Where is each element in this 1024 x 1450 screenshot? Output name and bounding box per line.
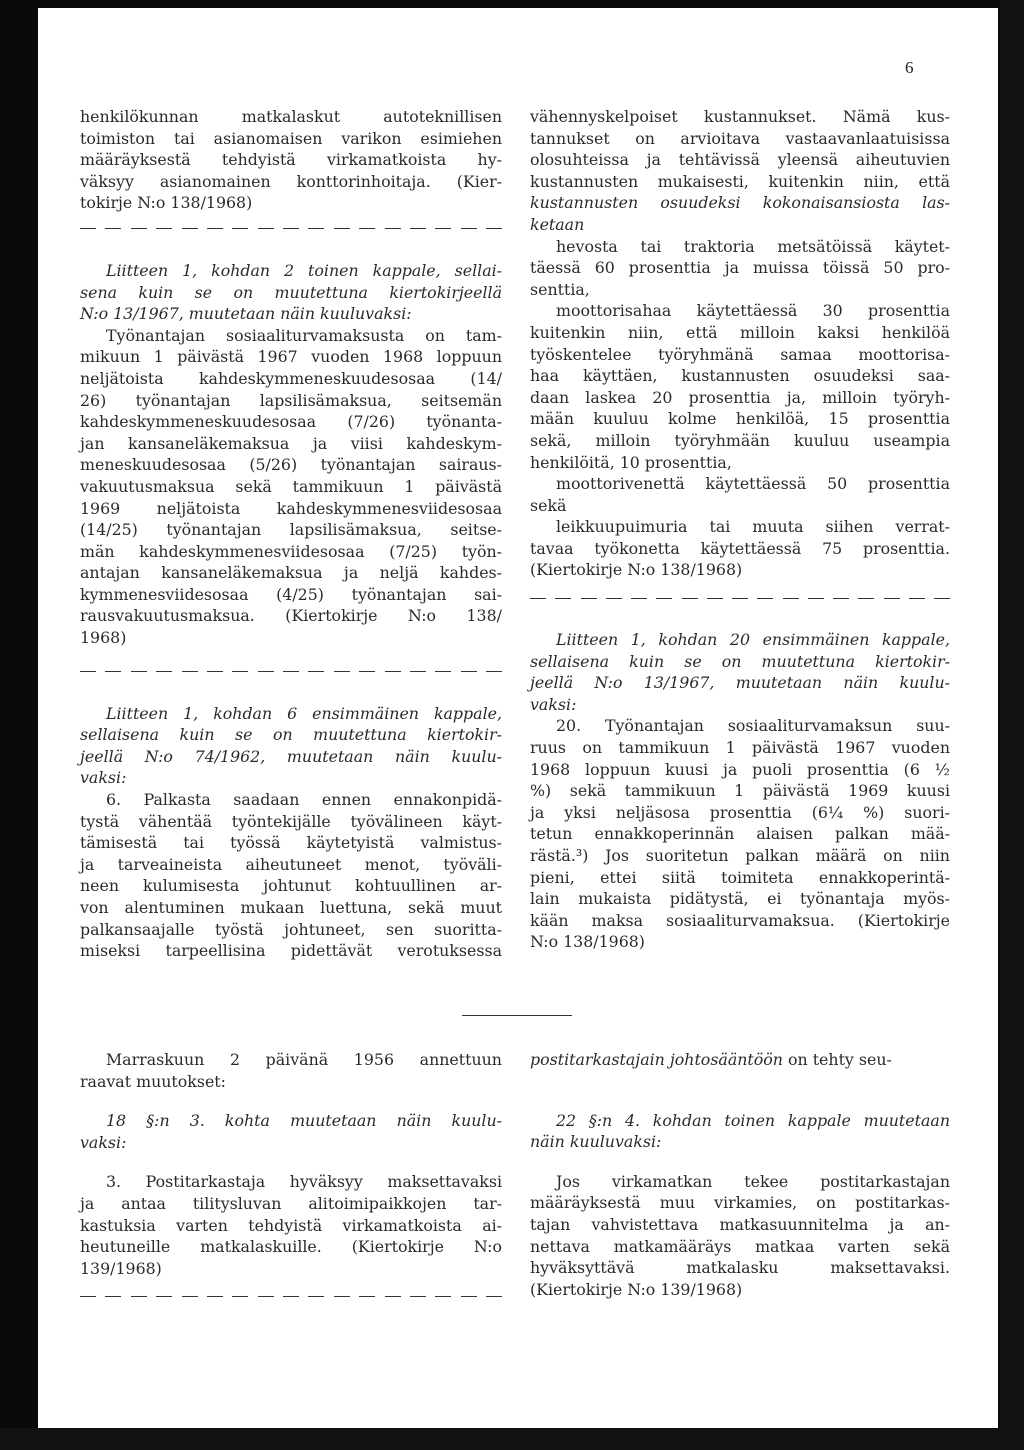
lower-left-column [80, 1049, 502, 1327]
section-divider [80, 661, 502, 683]
lower-right-intro: postitarkastajain johtosääntöön on tehty seu- [530, 1050, 892, 1069]
left-paragraph-3: 6. Palkasta saadaan ennen ennakonpidä- tystä vähentää työntekijälle työvälineen käyt- tämisestä tai työssä käytetyistä valmistus- ja tarveaineista aiheutuneet menot, työväli- neen kulumisesta johtunut kohtuullinen ar- von alentuminen mukaan luettuna, sekä muut palkansaajalle työstä johtuneet, sen suoritta- miseksi tarpeellisina pidettävät verotuksessa [80, 790, 502, 961]
right-paragraph-4: moottorivenettä käytettäessä 50 prosenttia sekä [530, 474, 950, 515]
right-paragraph-2: hevosta tai traktoria metsätöissä käytet- täessä 60 prosenttia ja muissa töissä 50 pro- senttia, [530, 236, 950, 299]
section-divider [530, 587, 950, 609]
lower-left-heading: 18 §:n 3. kohta muutetaan näin kuulu- vaksi: [80, 1111, 502, 1152]
left-paragraph-1: henkilökunnan matkalaskut autoteknillisen toimiston tai asianomaisen varikon esimiehen määräyksestä tehdyistä virkamatkoista hy- väksyy asianomainen konttorinhoitaja. (Kier- tokirje N:o 138/1968) [80, 107, 502, 213]
left-heading-2: Liitteen 1, kohdan 6 ensimmäinen kappale, sellaisena kuin se on muutettuna kiertokir- jeellä N:o 74/1962, muutetaan näin kuulu- vaksi: [80, 703, 502, 788]
lower-right-column [530, 1049, 950, 1300]
right-heading-1: Liitteen 1, kohdan 20 ensimmäinen kappale, sellaisena kuin se on muutettuna kiertokir- jeellä N:o 13/1967, muutetaan näin kuulu- vaksi: [530, 630, 950, 714]
section-rule [462, 1015, 572, 1016]
right-paragraph-6: 20. Työnantajan sosiaaliturvamaksun suu- ruus on tammikuun 1 päivästä 1967 vuoden 1968 loppuun kuusi ja puoli prosenttia (6 ½ %) sekä tammikuun 1 päivästä 1969 kuusi ja yksi neljäsosa prosenttia (6¼ %) suori- tetun ennakkoperinnän alaisen palkan mää- rästä.³) Jos suoritetun palkan määrä on niin pieni, ettei siitä toimiteta ennakkoperintä- lain mukaista pidätystä, ei työnantaja myös- kään maksa sosiaaliturvamaksua. (Kiertokirje N:o 138/1968) [530, 716, 950, 952]
scan-border-bottom [0, 1428, 1024, 1450]
left-heading-1: Liitteen 1, kohdan 2 toinen kappale, sellai- sena kuin se on muutettuna kiertokirjeellä N:o 13/1967, muutetaan näin kuuluvaksi: [80, 260, 502, 324]
lower-left-paragraph: 3. Postitarkastaja hyväksyy maksettavaksi ja antaa tilitysluvan alitoimipaikkojen tar- kastuksia varten tehdyistä virkamatkoista ai- heutuneille matkalaskuille. (Kiertokirje N:o 139/1968) [80, 1172, 502, 1278]
section-divider [80, 218, 502, 240]
scan-border-right [1000, 0, 1024, 1450]
left-paragraph-2: Työnantajan sosiaaliturvamaksusta on tam- mikuun 1 päivästä 1967 vuoden 1968 loppuun neljätoista kahdeskymmeneskuudesosaa (14/ 26) työnantajan lapsilisämaksua, seitsemän kahdeskymmeneskuudesosaa (7/26) työnanta- jan kansaneläkemaksua ja viisi kahdeskym- meneskuudesosaa (5/26) työnantajan sairaus- vakuutusmaksua sekä tammikuun 1 päivästä 1969 neljätoista kahdeskymmenesviidesosaa (14/25) työnantajan lapsilisämaksua, seitse- män kahdeskymmenesviidesosaa (7/25) työn- antajan kansaneläkemaksua ja neljä kahdes- kymmenesviidesosaa (4/25) työnantajan sai- rausvakuutusmaksua. (Kiertokirje N:o 138/ 1968) [80, 325, 502, 648]
right-column [530, 106, 950, 953]
right-paragraph-1: vähennyskelpoiset kustannukset. Nämä kus- tannukset on arvioitava vastaavanlaatuisissa olosuhteissa ja tehtävissä yleensä aiheutuvien kustannusten mukaisesti, kuitenkin niin, että kustannusten osuudeksi kokonaisansiosta las- ketaan [530, 107, 950, 234]
lower-left-intro: Marraskuun 2 päivänä 1956 annettuun raavat muutokset: [80, 1050, 502, 1091]
right-paragraph-3: moottorisahaa käytettäessä 30 prosenttia kuitenkin niin, että milloin kaksi henkilöä työskentelee työryhmänä samaa moottorisa- haa käyttäen, kustannusten osuudeksi saa- daan laskea 20 prosenttia ja, milloin työryh- mään kuuluu kolme henkilöä, 15 prosenttia sekä, milloin työryhmään kuuluu useampia henkilöitä, 10 prosenttia, [530, 301, 950, 472]
right-paragraph-5: leikkuupuimuria tai muuta siihen verrat- tavaa työkonetta käytettäessä 75 prosenttia. (Kiertokirje N:o 138/1968) [530, 517, 950, 580]
lower-right-heading: 22 §:n 4. kohdan toinen kappale muutetaan näin kuuluvaksi: [530, 1110, 950, 1152]
section-divider [80, 1285, 502, 1307]
left-column [80, 106, 502, 962]
page-number: 6 [905, 58, 914, 77]
lower-right-paragraph: Jos virkamatkan tekee postitarkastajan määräyksestä muu virkamies, on postitarkas- tajan vahvistettava matkasuunnitelma ja an- nettava matkamääräys matkaa varten sekä hyväksyttävä matkalasku maksettavaksi. (Kiertokirje N:o 139/1968) [530, 1171, 950, 1299]
